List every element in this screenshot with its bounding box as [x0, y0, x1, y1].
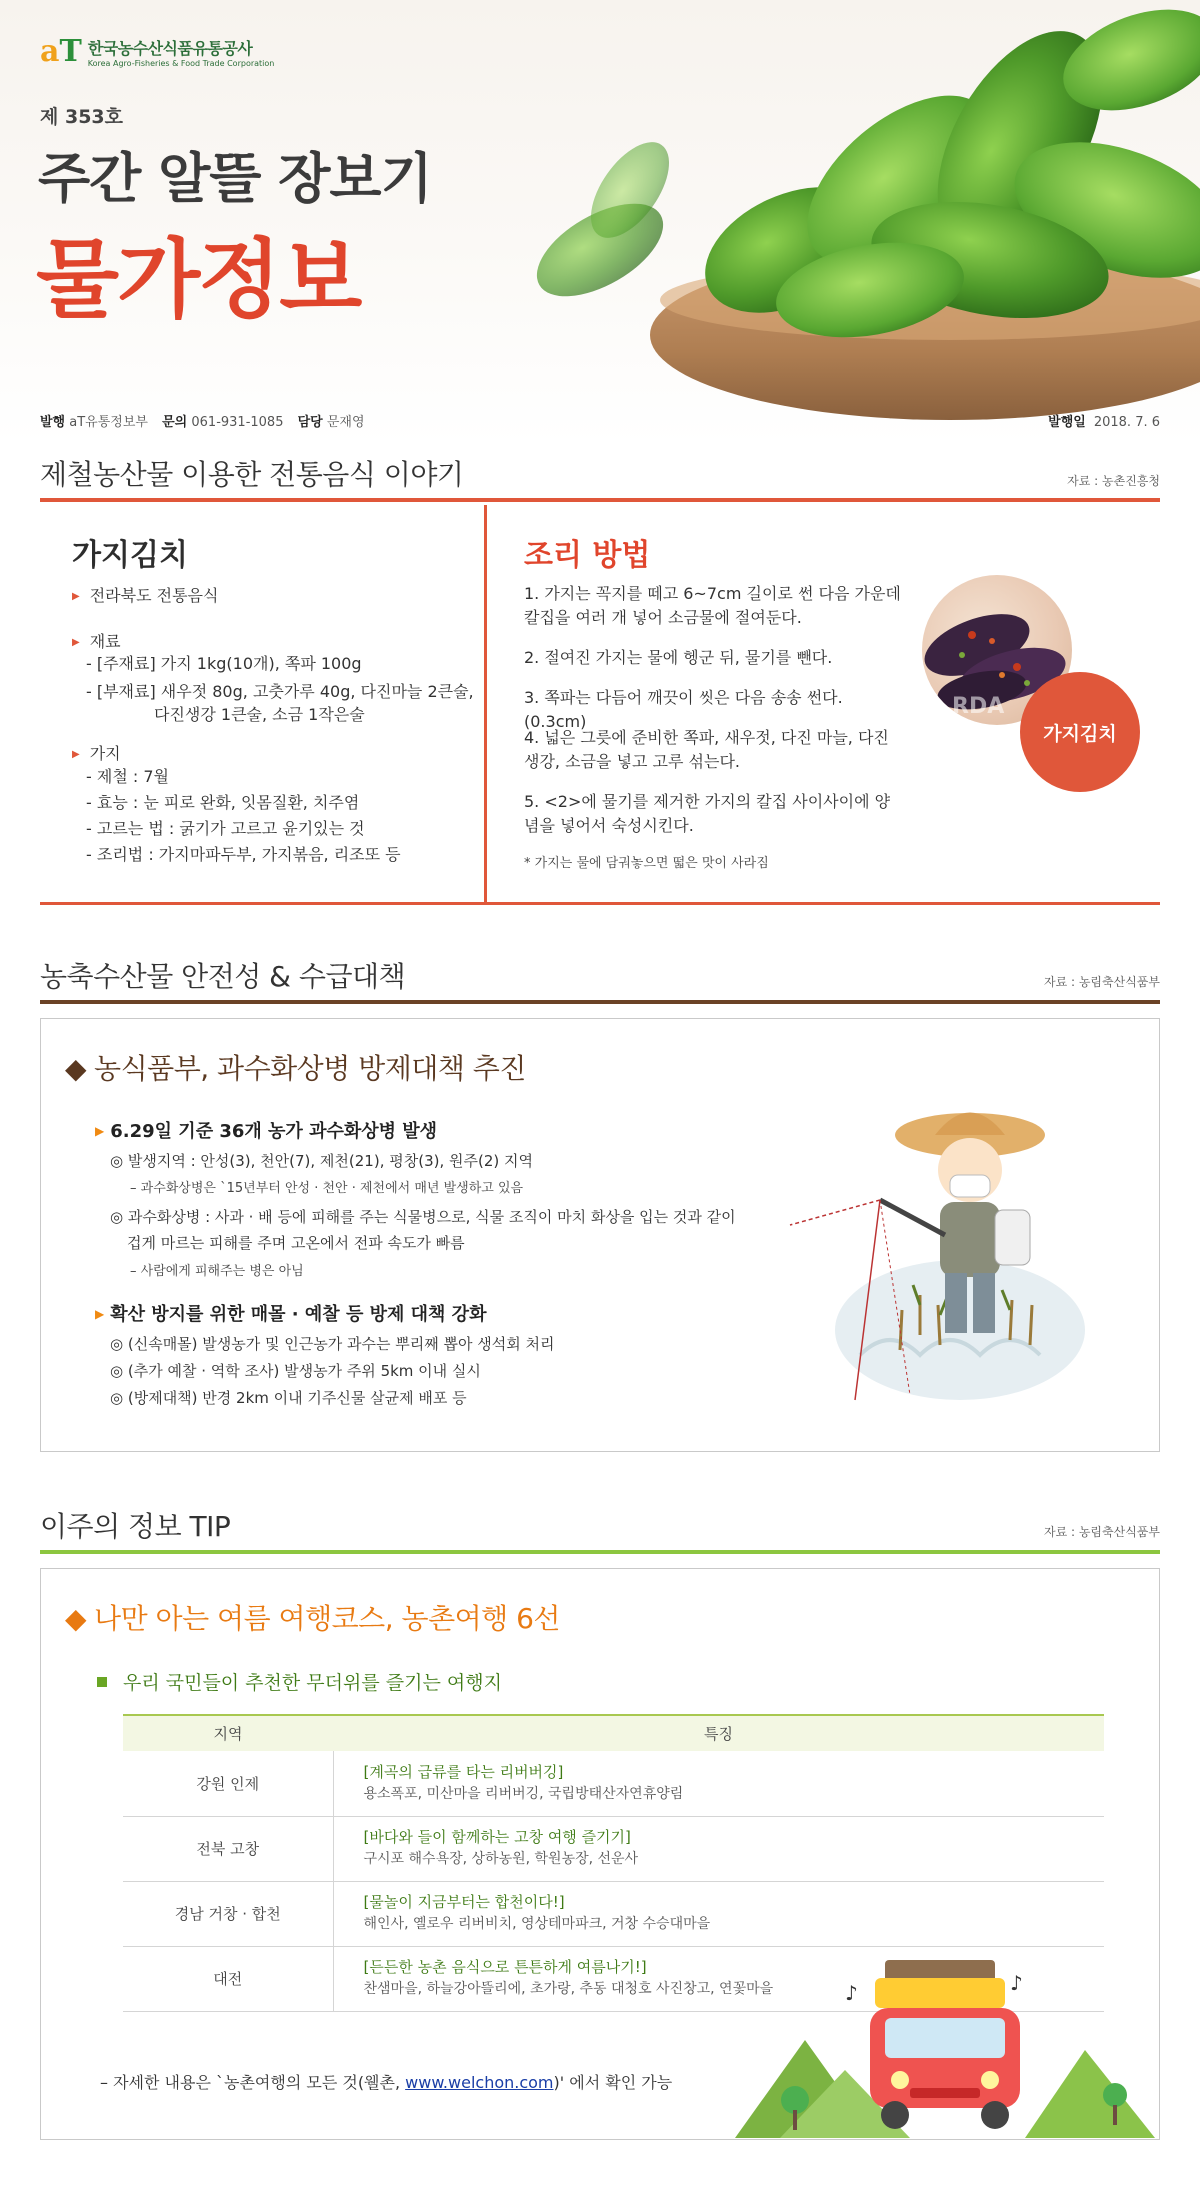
section-source: 자료 : 농촌진흥청 [1067, 474, 1160, 488]
cooking-step: 1. 가지는 꼭지를 떼고 6~7cm 길이로 썬 다음 가운데 칼집을 여러 개 넣어 소금물에 절여둔다. [524, 584, 901, 627]
eggplant-effect: - 효능 : 눈 피로 완화, 잇몸질환, 치주염 [86, 793, 360, 812]
manager-name: 문재영 [326, 415, 365, 430]
disease-note: – 사람에게 피해주는 병은 아님 [130, 1264, 304, 1279]
prevention-action: ◎ (신속매몰) 발생농가 및 인근농가 과수는 뿌리째 뽑아 생석회 처리 [110, 1335, 555, 1353]
ingredients-main: - [주재료] 가지 1kg(10개), 쪽파 100g [86, 654, 362, 673]
disease-description: ◎ 과수화상병 : 사과 · 배 등에 피해를 주는 식물병으로, 식물 조직이 마치 화상을 입는 것과 같이 [110, 1208, 736, 1226]
dish-title: 가지김치 [72, 538, 188, 573]
region-cell: 경남 거창 · 합천 [123, 1881, 333, 1946]
section-title-info-tip: 이주의 정보 TIP [40, 1510, 231, 1543]
welchon-link[interactable]: www.welchon.com [405, 2073, 554, 2092]
feature-cell: [든든한 농촌 음식으로 튼튼하게 여름나기!] 찬샘마을, 하늘강아뜰리에, 초가랑, 추동 대청호 사진창고, 연꽃마을 [333, 1946, 1104, 2011]
section-divider [40, 1550, 1160, 1554]
section-bottom-line [40, 902, 1160, 905]
travel-subtitle: 우리 국민들이 추천한 무더위를 즐기는 여행지 [97, 1668, 502, 1695]
diamond-icon: ◆ [65, 1602, 87, 1635]
eggplant-choose: - 고르는 법 : 굵기가 고르고 윤기있는 것 [86, 819, 365, 838]
ingredients-sub-cont: 다진생강 1큰술, 소금 1작은술 [154, 705, 365, 724]
music-note-icon: ♪ [845, 1981, 858, 2005]
feature-cell: [계곡의 급류를 타는 리버버깅] 용소폭포, 미산마을 리버버깅, 국립방태산자연휴양림 [333, 1751, 1104, 1816]
newsletter-title: 주간 알뜰 장보기 [38, 147, 432, 210]
column-divider [484, 505, 487, 903]
cooking-method-title: 조리 방법 [524, 538, 651, 573]
table-row [123, 1751, 1104, 1816]
cooking-step: 3. 쪽파는 다듬어 깨끗이 씻은 다음 송송 썬다.(0.3cm) [524, 688, 843, 731]
section-divider [40, 498, 1160, 502]
cooking-step: 2. 절여진 가지는 물에 헹군 뒤, 물기를 뺀다. [524, 648, 833, 667]
music-note-icon: ♪ [1010, 1971, 1023, 1995]
outbreak-heading: ▶ 6.29일 기준 36개 농가 과수화상병 발생 [95, 1117, 437, 1143]
publish-date: 발행일 2018. 7. 6 [1048, 415, 1160, 430]
cooking-step: 4. 넓은 그릇에 준비한 쪽파, 새우젓, 다진 마늘, 다진 생강, 소금을 넣고 고루 섞는다. [524, 728, 889, 771]
prevention-action: ◎ (추가 예찰 · 역학 조사) 발생농가 주위 5km 이내 실시 [110, 1362, 481, 1380]
outbreak-note: – 과수화상병은 `15년부터 안성 · 천안 · 제천에서 매년 발생하고 있음 [130, 1181, 524, 1196]
ingredients-heading: ▶ 재료 [72, 629, 121, 652]
kimchi-label-badge: 가지김치 [1020, 672, 1140, 792]
travel-box-title: ◆ 나만 아는 여름 여행코스, 농촌여행 6선 [65, 1602, 560, 1635]
issue-number: 제 353호 [40, 106, 123, 128]
at-logo-mark: aT [40, 34, 82, 69]
ingredients-sub: - [부재료] 새우젓 80g, 고춧가루 40g, 다진마늘 2큰술, [86, 682, 474, 701]
header-banner [0, 0, 1200, 445]
newsletter-headline: 물가정보 [36, 230, 361, 330]
logo-name-korean: 한국농수산식품유통공사 [87, 39, 253, 58]
region-cell: 강원 인제 [123, 1751, 333, 1816]
region-cell: 전북 고창 [123, 1816, 333, 1881]
section-title-safety: 농축수산물 안전성 & 수급대책 [40, 960, 406, 993]
photo-watermark: RDA [952, 694, 1005, 719]
safety-box-title: ◆ 농식품부, 과수화상병 방제대책 추진 [65, 1052, 526, 1085]
section-source: 자료 : 농림축산식품부 [1043, 1525, 1160, 1539]
logo-name-english: Korea Agro-Fisheries & Food Trade Corporation [87, 59, 275, 68]
column-header-region: 지역 [123, 1715, 333, 1751]
farmer-spraying-illustration [770, 1105, 1100, 1410]
section-source: 자료 : 농림축산식품부 [1043, 975, 1160, 989]
footer-note: – 자세한 내용은 `농촌여행의 모든 것(웰촌, www.welchon.com)' 에서 확인 가능 [100, 2073, 673, 2092]
column-header-feature: 특징 [333, 1715, 1104, 1751]
travel-car-illustration [735, 1930, 1160, 2138]
section-divider [40, 1000, 1160, 1004]
spinach-bowl-image [520, 0, 1200, 420]
eggplant-recipes: - 조리법 : 가지마파두부, 가지볶음, 리조또 등 [86, 845, 401, 864]
diamond-icon: ◆ [65, 1052, 87, 1085]
section-title-traditional-food: 제철농산물 이용한 전통음식 이야기 [40, 458, 464, 491]
prevention-action: ◎ (방제대책) 반경 2km 이내 기주신물 살균제 배포 등 [110, 1389, 467, 1407]
table-header-row [123, 1715, 1104, 1751]
eggplant-season: - 제철 : 7월 [86, 767, 169, 786]
feature-cell: [물놀이 지금부터는 합천이다!] 해인사, 옐로우 리버비치, 영상테마파크, 거창 수승대마을 [333, 1881, 1104, 1946]
cooking-step: 5. <2>에 물기를 제거한 가지의 칼집 사이사이에 양념을 넣어서 숙성시킨다. [524, 792, 891, 835]
prevention-heading: ▶ 확산 방지를 위한 매몰 · 예찰 등 방제 대책 강화 [95, 1300, 486, 1326]
publisher: aT유통정보부 [69, 415, 148, 430]
region-cell: 대전 [123, 1946, 333, 2011]
cooking-note: * 가지는 물에 담궈놓으면 떫은 맛이 사라짐 [524, 856, 769, 871]
publication-info: 발행 aT유통정보부 문의 061-931-1085 담당 문재영 [40, 415, 365, 430]
origin-item: ▶ 전라북도 전통음식 [72, 583, 218, 606]
at-logo[interactable] [40, 36, 274, 68]
disease-description-cont: 겁게 마르는 피해를 주며 고온에서 전파 속도가 빠름 [127, 1234, 465, 1252]
feature-cell: [바다와 들이 함께하는 고창 여행 즐기기] 구시포 해수욕장, 상하농원, 학원농장, 선운사 [333, 1816, 1104, 1881]
outbreak-region: ◎ 발생지역 : 안성(3), 천안(7), 제천(21), 평창(3), 원주(2) 지역 [110, 1152, 533, 1170]
contact-phone: 061-931-1085 [191, 415, 284, 430]
table-row [123, 1816, 1104, 1881]
eggplant-heading: ▶ 가지 [72, 741, 121, 764]
